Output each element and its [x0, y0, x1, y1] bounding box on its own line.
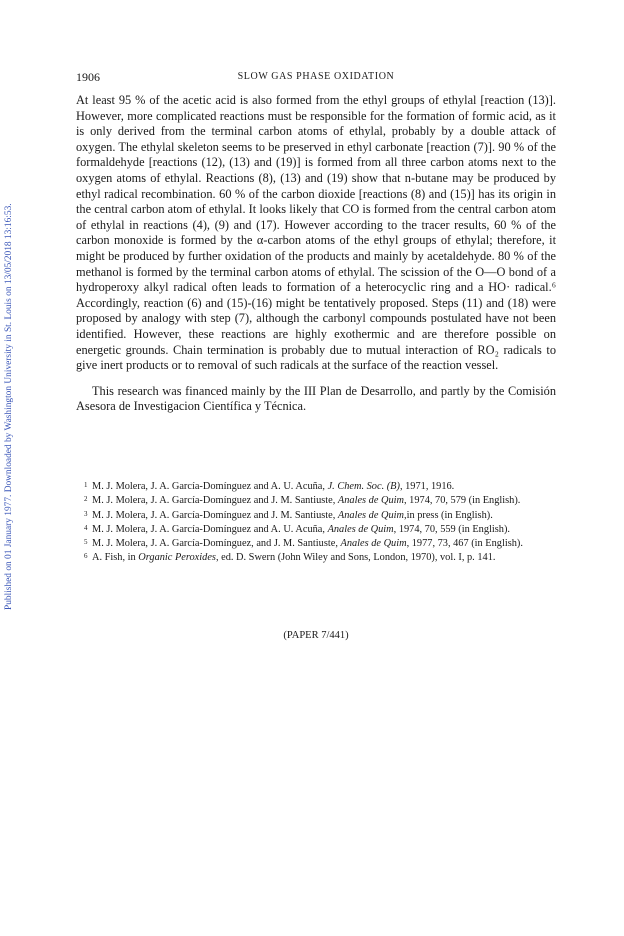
reference-journal: Anales de Quim	[337, 495, 404, 507]
reference-item	[76, 495, 556, 508]
article-body	[76, 93, 556, 415]
reference-number: 6	[84, 552, 88, 561]
reference-number: 5	[84, 538, 88, 547]
reference-authors: M. J. Molera, J. A. García-Domínguez, and J. M. Santiuste,	[92, 538, 341, 550]
reference-number: 2	[84, 495, 88, 504]
reference-authors: M. J. Molera, J. A. García-Domínguez and J. M. Santiuste,	[92, 509, 338, 521]
page-number: 1906	[76, 70, 100, 84]
reference-number: 3	[84, 509, 88, 518]
reference-authors: M. J. Molera, J. A. García-Domínguez and J. M. Santiuste,	[92, 495, 338, 507]
reference-details: , 1971, 1916.	[399, 481, 455, 492]
reference-journal: Anales de Quim	[337, 509, 404, 521]
reference-item	[76, 538, 556, 551]
reference-journal: Organic Peroxides	[138, 552, 216, 564]
reference-authors: M. J. Molera, J. A. García-Domínguez and A. U. Acuña,	[92, 481, 328, 492]
running-title: SLOW GAS PHASE OXIDATION	[237, 71, 395, 82]
acknowledgement-paragraph: This research was financed mainly by the III Plan de Desarrollo, and partly by the Comisión Asesora de Investigacion Científica y Técnica.	[76, 383, 556, 414]
reference-item	[76, 481, 556, 494]
download-watermark-text: Published on 01 January 1977. Downloaded by Washington University in St. Louis on 13/05/2018 13:16:53.	[4, 203, 14, 610]
paper-id: (PAPER 7/441)	[283, 630, 349, 641]
reference-number: 1	[84, 481, 88, 489]
page-header	[76, 70, 556, 86]
reference-item	[76, 510, 556, 523]
reference-authors: M. J. Molera, J. A. García-Domínguez and A. U. Acuña,	[92, 523, 328, 535]
reference-list	[76, 481, 556, 567]
reference-item	[76, 524, 556, 537]
reference-details: ,in press (in English).	[404, 509, 493, 521]
reference-details: , ed. D. Swern (John Wiley and Sons, London, 1970), vol. I, p. 141.	[215, 552, 496, 564]
reference-details: , 1974, 70, 579 (in English).	[404, 495, 521, 507]
reference-journal: Anales de Quim	[340, 538, 407, 550]
download-watermark	[4, 100, 18, 620]
reference-item	[76, 552, 556, 565]
reference-details: , 1977, 73, 467 (in English).	[406, 538, 523, 550]
reference-authors: A. Fish, in	[92, 552, 139, 564]
reference-details: , 1974, 70, 559 (in English).	[393, 523, 511, 535]
reference-journal: Anales de Quim	[327, 523, 394, 535]
reference-journal: J. Chem. Soc. (B)	[327, 481, 400, 492]
reference-number: 4	[84, 523, 88, 532]
body-paragraph-1: At least 95 % of the acetic acid is also formed from the ethyl groups of ethylal [reaction (13)]. However, more complicated reactions must be responsible for the formation of formic acid, as it is only derived from the terminal carbon atoms of ethylal, probably by a double attack of oxygen. The ethylal skeleton seems to be preserved in ethyl carbonate [reaction (7)]. 90 % of the formaldehyde [reactions (12), (13) and (19)] is formed from all three carbon atoms next to the oxygen atoms of ethylal. Reactions (8), (13) and (19) show that n-butane may be produced by ethyl radical recombination. 60 % of the carbon dioxide [reactions (8) and (15)] has its origin in the central carbon atom of ethylal. It looks likely that CO is formed from the central carbon atom of ethylal in reactions (4), (9) and (17). However according to the tracer results, 60 % of the carbon monoxide is formed by the α-carbon atoms of the ethyl groups of ethylal; therefore, it might be produced by further oxidation of the products and mainly by acetaldehyde. 80 % of the methanol is formed by the terminal carbon atoms of ethylal. The scission of the O—O bond of a hydroperoxy alkyl radical often leads to formation of a heterocyclic ring and a HO· radical.⁶ Accordingly, reaction (6) and (15)-(16) might be tentatively proposed. Steps (11) and (18) were proposed by analogy with step (7), although the carbonyl compounds postulated have not been identified. However, these reactions are highly exothermic and are therefore possible on energetic grounds. Chain termination is probably due to mutual interaction of RO₂ radicals to give inert products or to removal of such radicals at the surface of the reaction vessel.	[76, 93, 556, 373]
